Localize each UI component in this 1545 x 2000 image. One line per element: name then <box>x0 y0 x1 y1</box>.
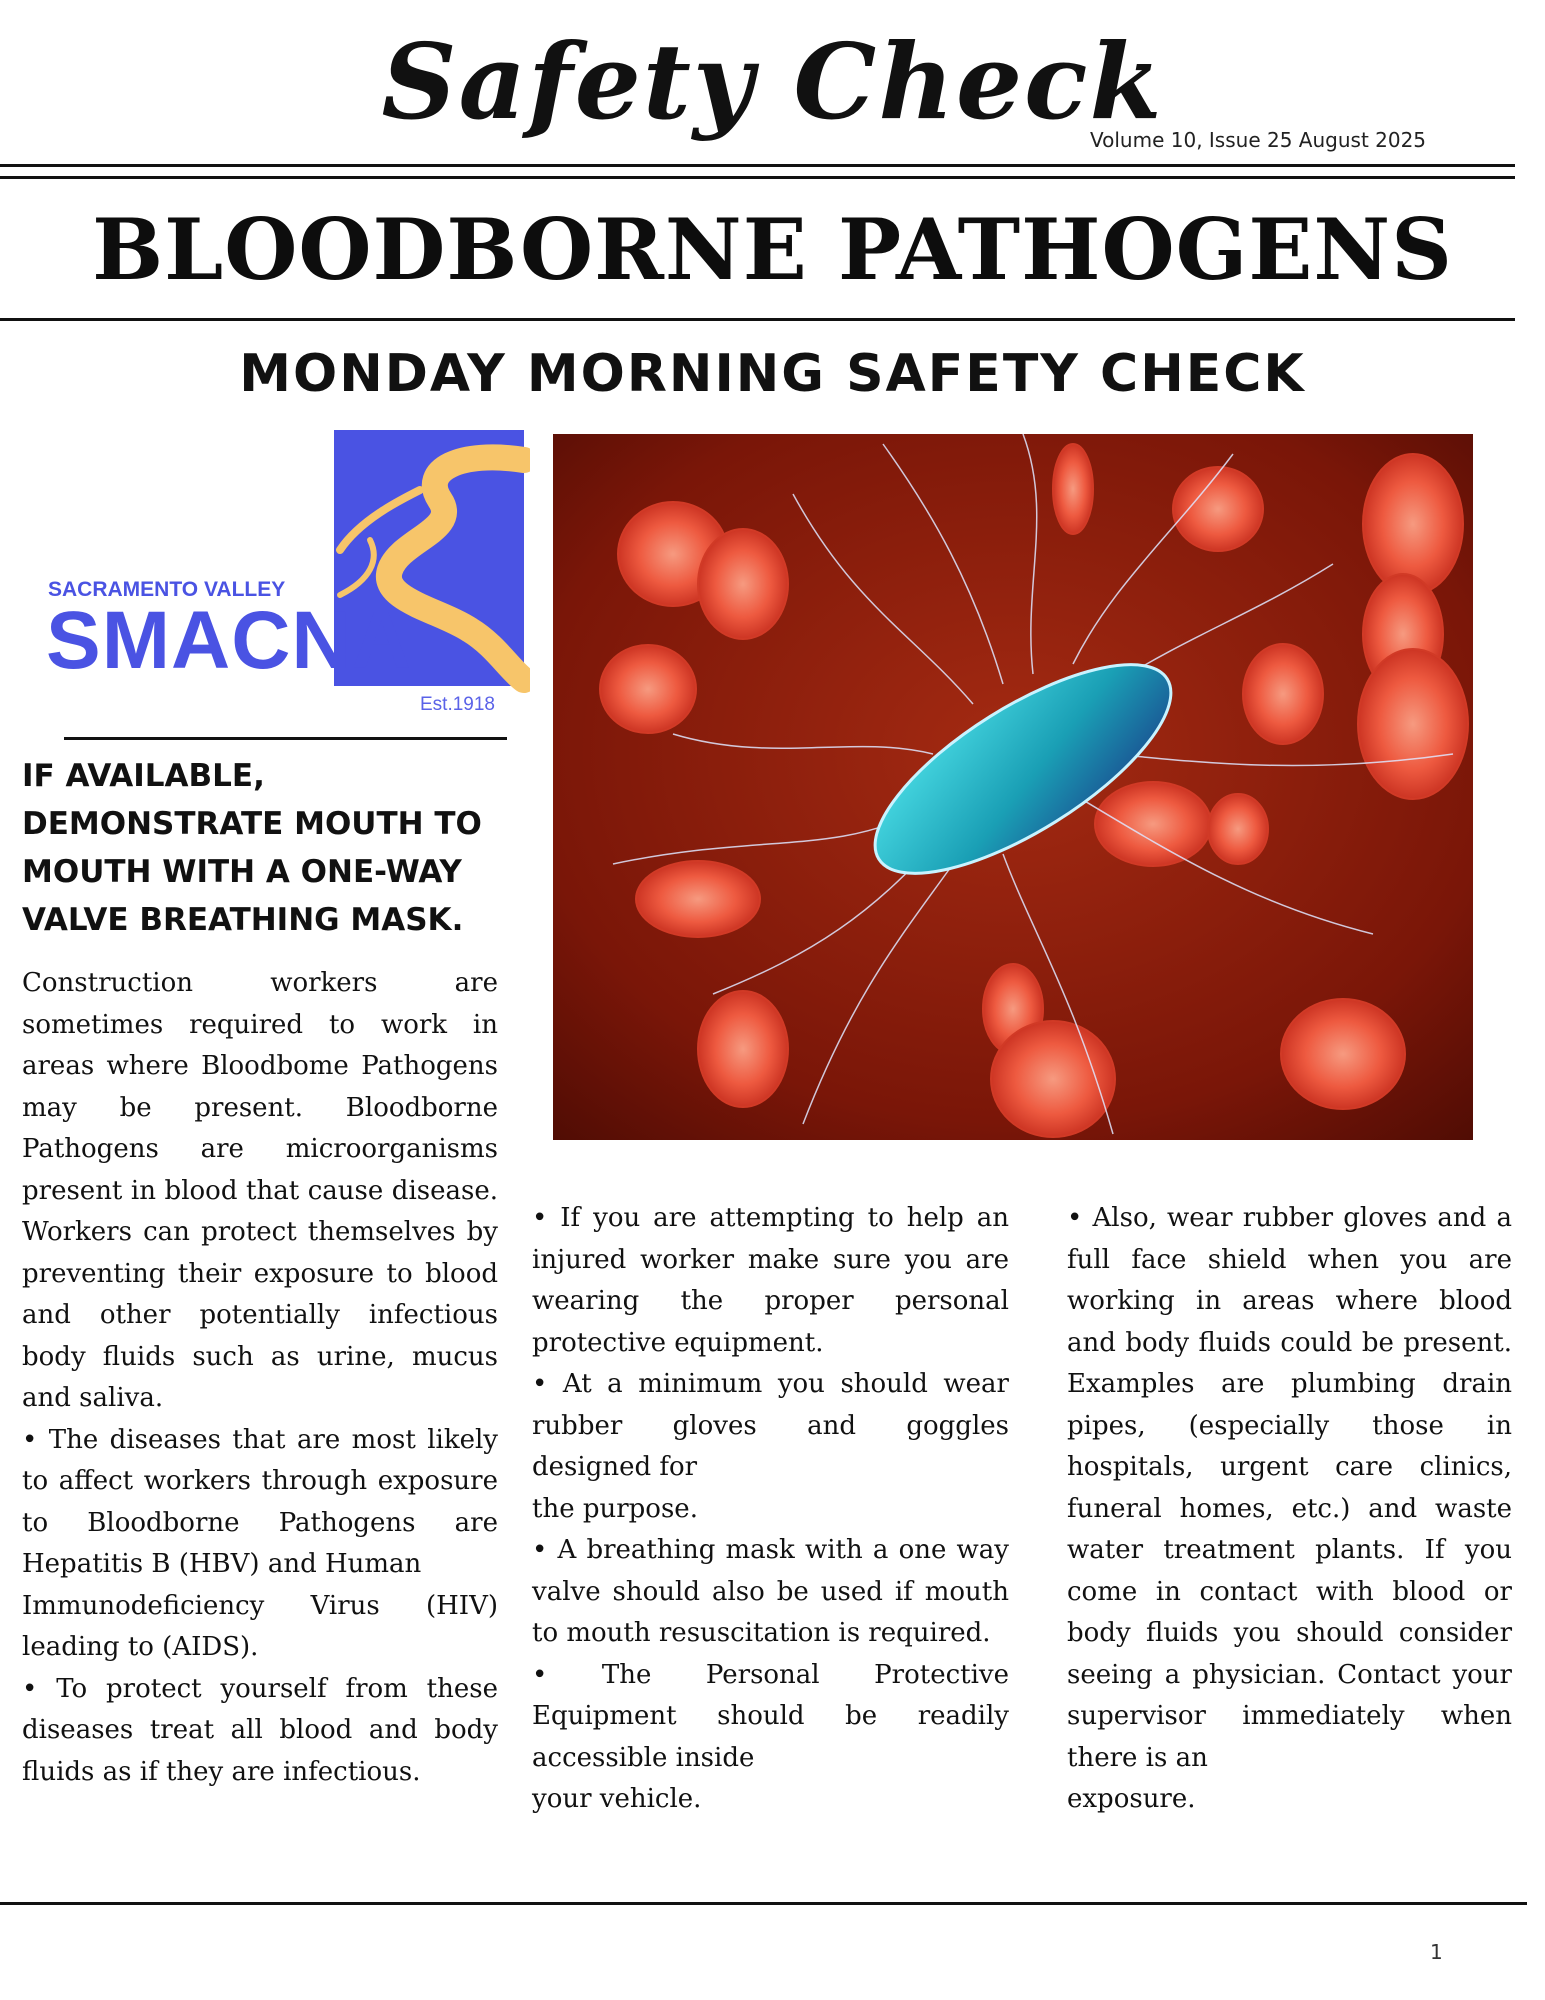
bacteria-illustration <box>553 434 1473 1140</box>
masthead-rule-bottom <box>0 176 1515 179</box>
paragraph: • Also, wear rubber gloves and a full face shield when you are working in areas where blood and body fluids could be present. Examples are plumbing drain pipes, (especially those in hospitals, urgent care clinics, funeral homes, etc.) and waste water treatment plants. If you come in contact with blood or body fluids you should consider seeing a physician. Contact your supervisor immediately when there is an <box>1067 1203 1512 1773</box>
logo-subtitle: SACRAMENTO VALLEY <box>48 578 286 601</box>
headline-rule <box>0 318 1515 321</box>
paragraph: Construction workers are sometimes required to work in areas where Bloodbome Pathogens may be present. Bloodborne Pathogens are microorganisms present in blood that cause disease. Workers can protect themselves by preventing their exposure to blood and other potentially infectious body fluids such as urine, mucus and saliva. <box>22 968 498 1413</box>
paragraph: • If you are attempting to help an injured worker make sure you are wearing the proper personal protective equipment. <box>532 1203 1009 1358</box>
logo-name: SMACNA <box>46 595 412 686</box>
column-left <box>22 963 498 1793</box>
paragraph: • To protect yourself from these diseases treat all blood and body fluids as if they are infectious. <box>22 1673 498 1787</box>
masthead-title: Safety Check <box>381 20 1164 143</box>
column-middle <box>532 1198 1009 1821</box>
paragraph: Immunodeficiency Virus (HIV) leading to (AIDS). <box>22 1590 498 1662</box>
callout-heading: IF AVAILABLE, DEMONSTRATE MOUTH TO MOUTH WITH A ONE-WAY VALVE BREATHING MASK. <box>22 758 482 938</box>
page-headline: BLOODBORNE PATHOGENS <box>92 200 1453 299</box>
paragraph: your vehicle. <box>532 1784 702 1814</box>
paragraph: • At a minimum you should wear rubber gloves and goggles designed for <box>532 1369 1009 1482</box>
paragraph: exposure. <box>1067 1784 1196 1814</box>
paragraph: • The Personal Protective Equipment should be readily accessible inside <box>532 1659 1009 1773</box>
footer-rule <box>0 1902 1527 1905</box>
logo-rule <box>64 737 507 740</box>
issue-info: Volume 10, Issue 25 August 2025 <box>1090 128 1427 152</box>
paragraph: the purpose. <box>532 1493 698 1524</box>
page-subheadline: MONDAY MORNING SAFETY CHECK <box>239 344 1306 404</box>
paragraph: • A breathing mask with a one way valve should also be used if mouth to mouth resuscitation is required. <box>532 1535 1009 1648</box>
column-right <box>1067 1198 1512 1821</box>
masthead-rule-top <box>0 164 1515 167</box>
paragraph: • The diseases that are most likely to affect workers through exposure to Bloodborne Pathogens are Hepatitis B (HBV) and Human <box>22 1424 498 1579</box>
page-number: 1 <box>1430 1940 1443 1964</box>
logo-established: Est.1918 <box>420 694 495 715</box>
